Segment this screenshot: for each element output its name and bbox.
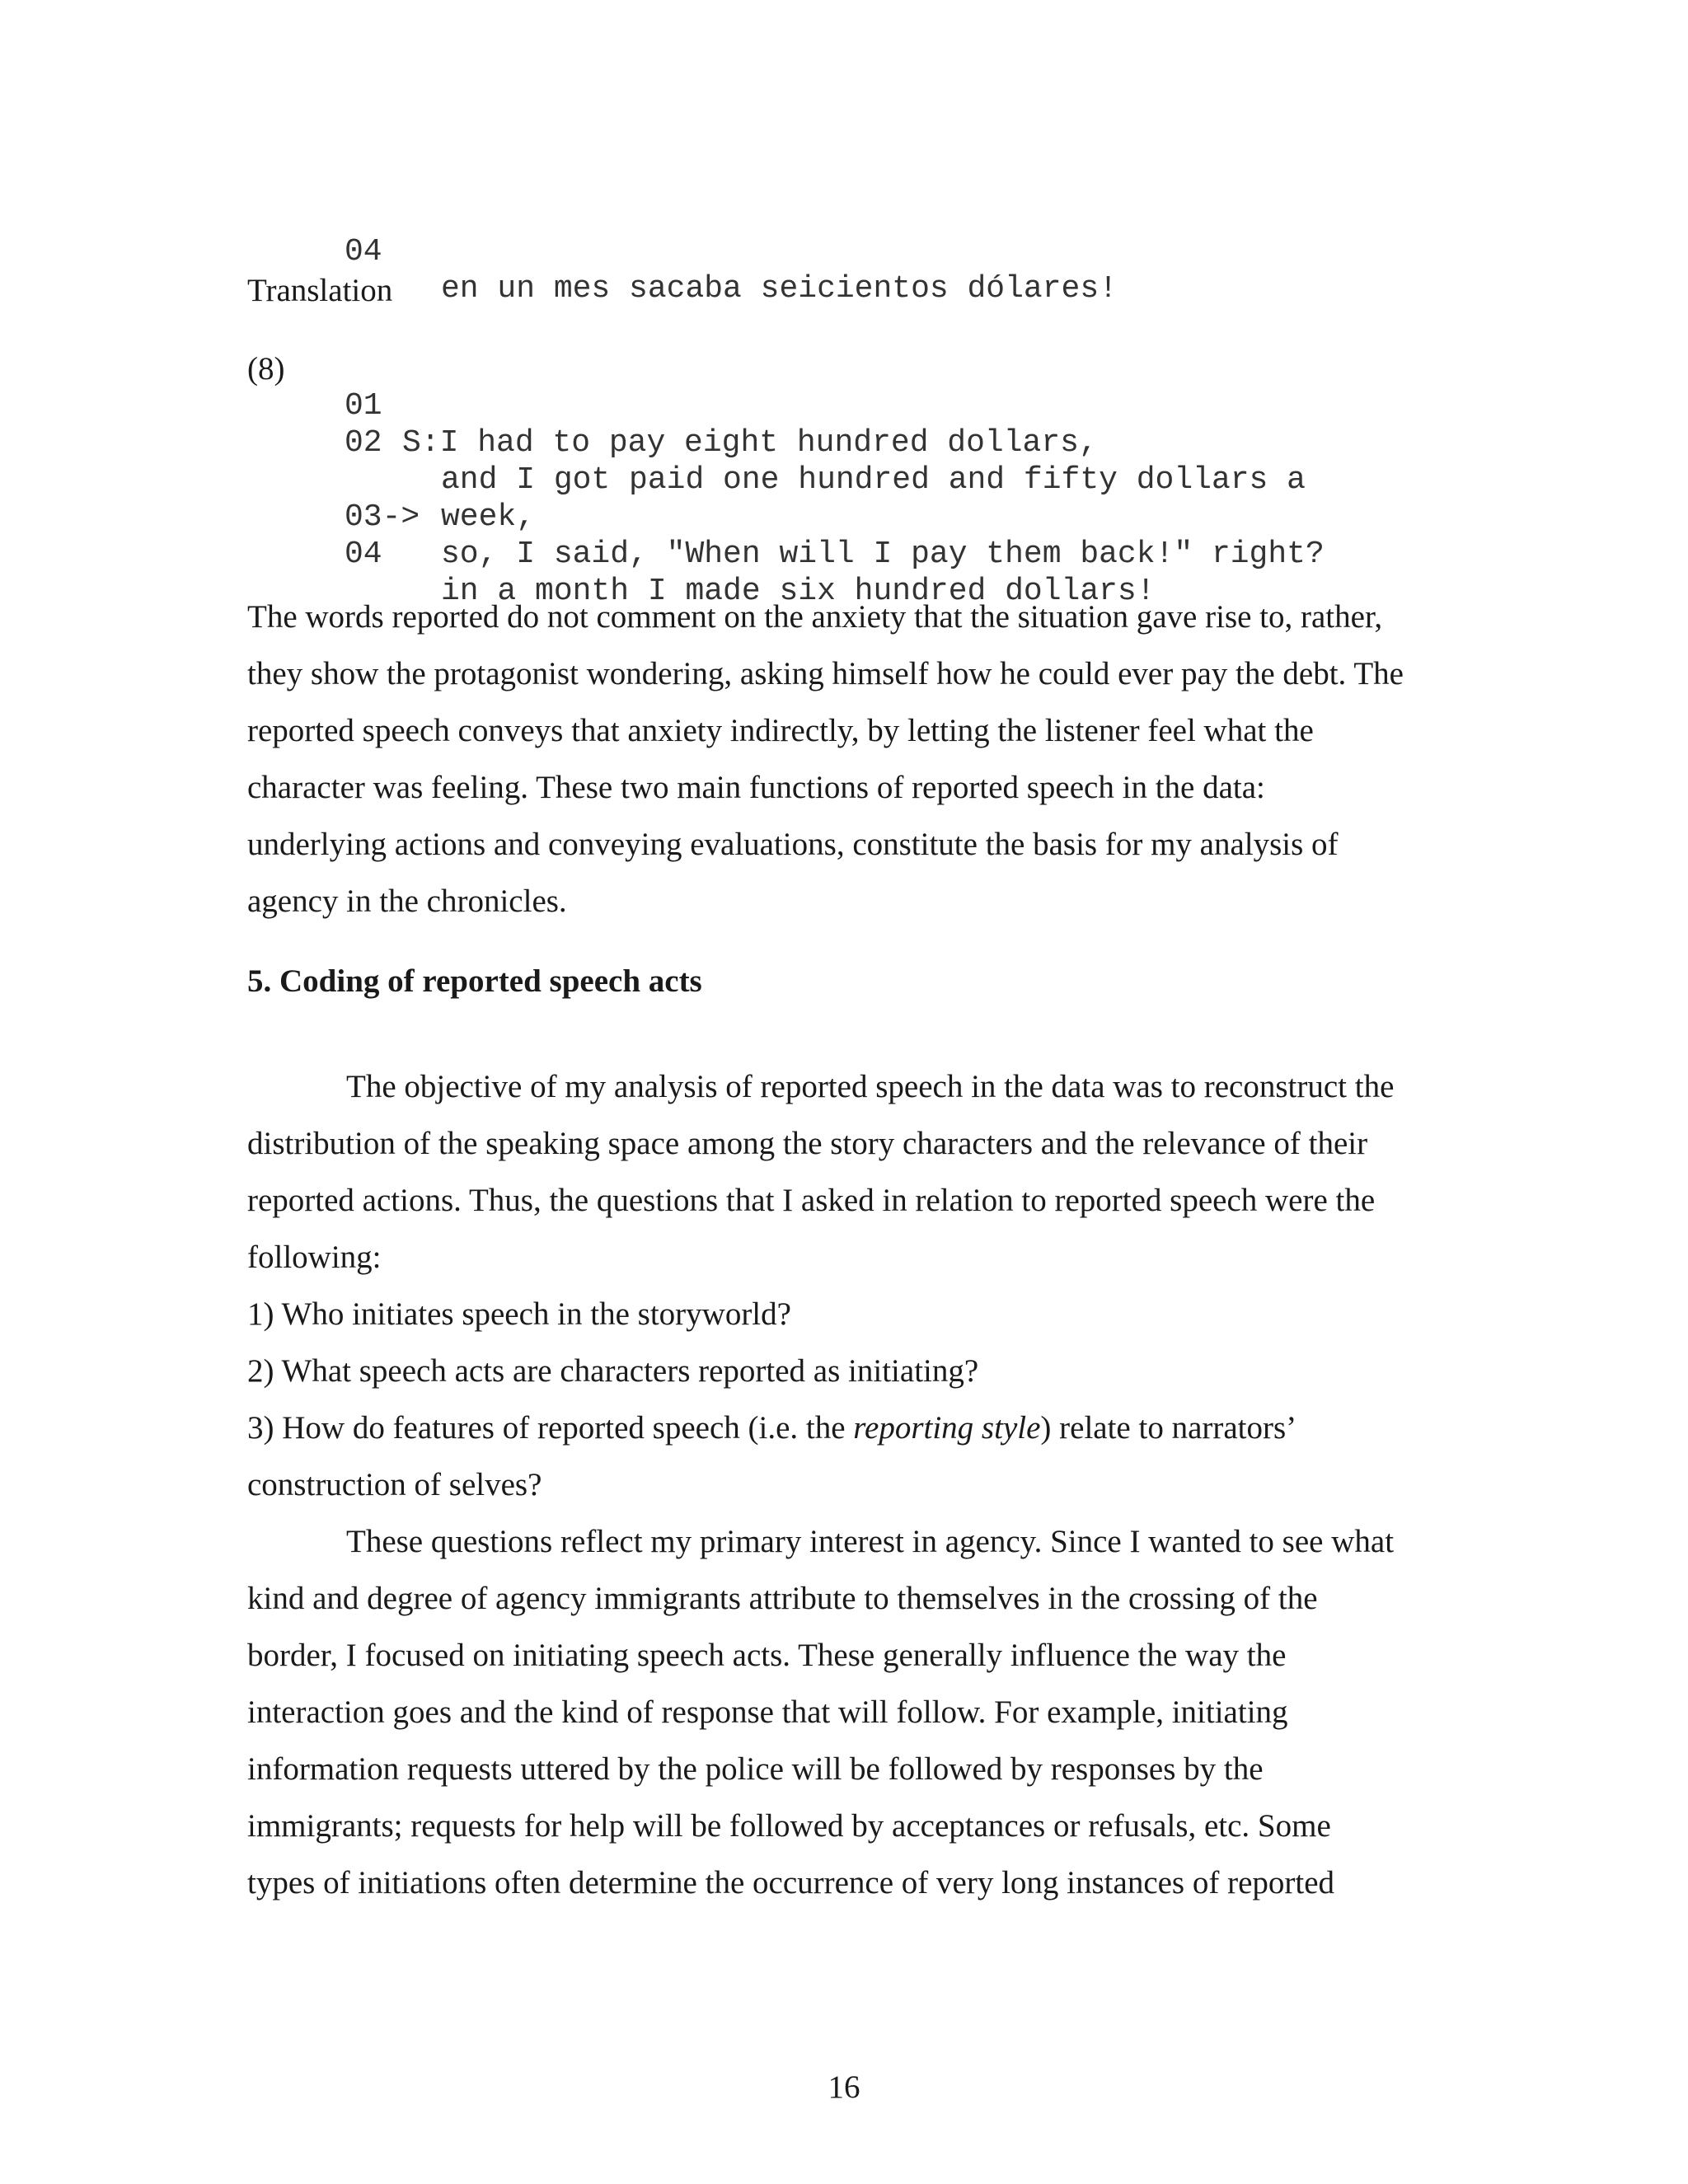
paragraph-line: The words reported do not comment on the anxiety that the situation gave rise to, rather, [247, 599, 1383, 635]
line-text: S:I had to pay eight hundred dollars, [402, 425, 1098, 461]
example-label: (8) [247, 351, 285, 387]
question-3-continuation: construction of selves? [247, 1467, 542, 1502]
paragraph-line: The objective of my analysis of reported speech in the data was to reconstruct the [346, 1069, 1395, 1104]
paragraph-line: These questions reflect my primary interest in agency. Since I wanted to see what [346, 1524, 1395, 1559]
line-number: 02 [345, 425, 382, 461]
paragraph-line: interaction goes and the kind of response that will follow. For example, initiating [247, 1694, 1288, 1730]
paragraph-line: reported actions. Thus, the questions that I asked in relation to reported speech were the [247, 1183, 1376, 1218]
paragraph-line: distribution of the speaking space among the story characters and the relevance of their [247, 1126, 1368, 1161]
line-number: 04 [345, 537, 382, 572]
section-heading: 5. Coding of reported speech acts [247, 963, 702, 999]
paragraph-line: they show the protagonist wondering, asking himself how he could ever pay the debt. The [247, 656, 1404, 691]
paragraph-line: underlying actions and conveying evaluations, constitute the basis for my analysis of [247, 827, 1339, 862]
line-text: so, I said, "When will I pay them back!" right? [441, 537, 1325, 572]
question-3 [247, 1399, 1296, 1456]
paragraph-line: kind and degree of agency immigrants attribute to themselves in the crossing of the [247, 1581, 1318, 1616]
question-3-italic-term: reporting style [853, 1410, 1041, 1446]
paragraph-line: character was feeling. These two main functions of reported speech in the data: [247, 770, 1265, 805]
question-3-text-end: ) relate to narrators’ [1040, 1410, 1297, 1446]
line-text: in a month I made six hundred dollars! [441, 574, 1156, 609]
paragraph-line: immigrants; requests for help will be followed by acceptances or refusals, etc. Some [247, 1808, 1331, 1844]
question-1: 1) Who initiates speech in the storyworld? [247, 1296, 791, 1332]
translation-heading: Translation [247, 273, 393, 308]
paragraph-line: border, I focused on initiating speech acts. These generally influence the way the [247, 1638, 1287, 1673]
line-text: and I got paid one hundred and fifty dollars a [441, 462, 1306, 498]
line-text: week, [441, 499, 536, 535]
line-text: en un mes sacaba seicientos dólares! [441, 271, 1118, 307]
line-number: 04 [345, 234, 382, 269]
line-number: 01 [345, 388, 382, 424]
paragraph-line: following: [247, 1240, 382, 1275]
paragraph-line: agency in the chronicles. [247, 883, 567, 919]
paragraph-line: information requests uttered by the police will be followed by responses by the [247, 1751, 1264, 1787]
paragraph-line: types of initiations often determine the occurrence of very long instances of reported [247, 1865, 1335, 1900]
line-number: 03-> [345, 499, 420, 535]
question-3-text-start: 3) How do features of reported speech (i.e. the [247, 1410, 854, 1446]
question-2: 2) What speech acts are characters reported as initiating? [247, 1353, 979, 1389]
paragraph-line: reported speech conveys that anxiety indirectly, by letting the listener feel what the [247, 713, 1314, 748]
page-number: 16 [828, 2069, 860, 2105]
